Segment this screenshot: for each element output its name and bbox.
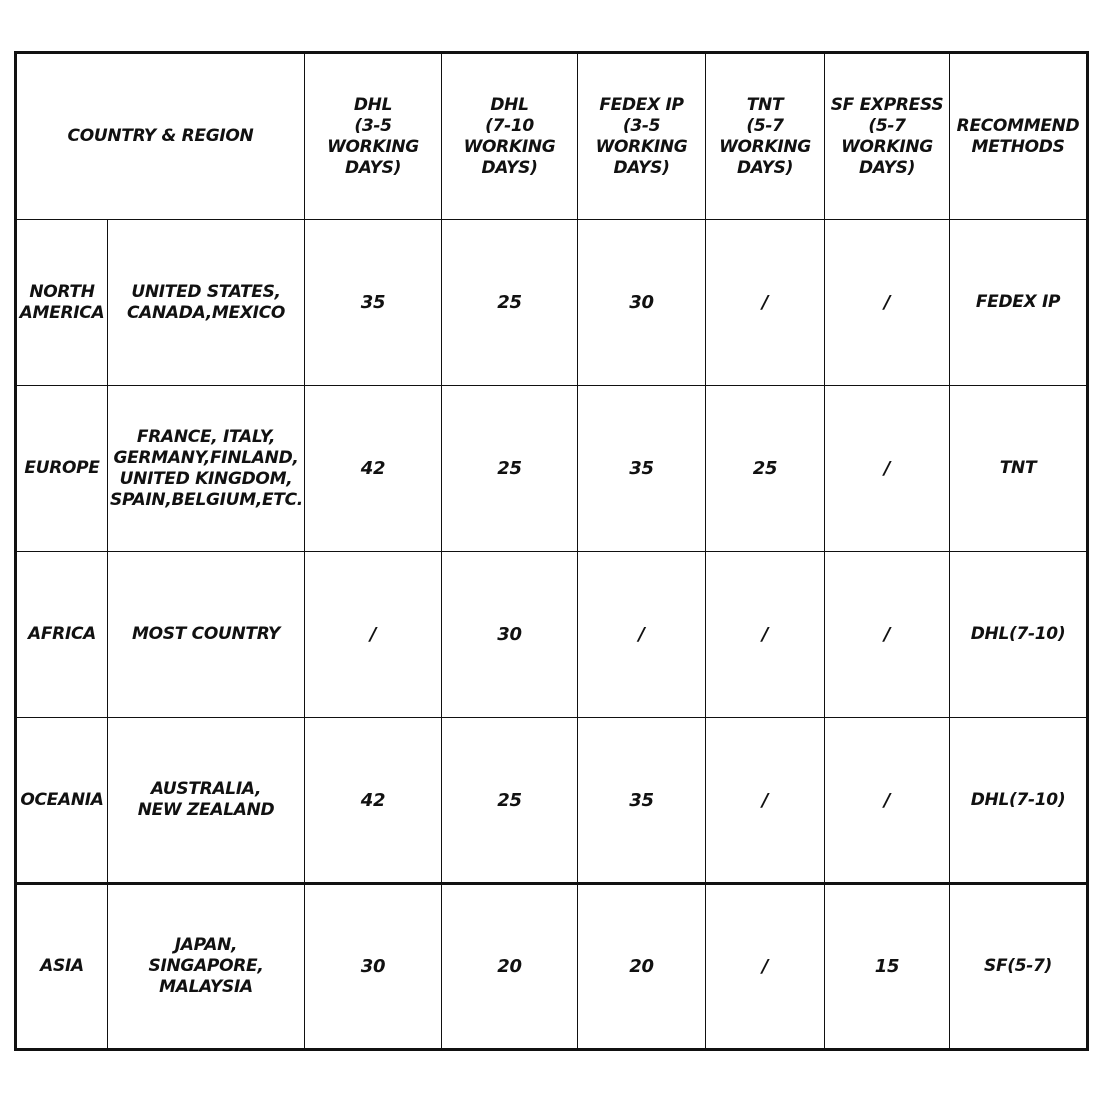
recommend-method: DHL(7-10): [950, 552, 1088, 718]
dhl-3-5-rate: 42: [305, 718, 442, 884]
fedex-ip-rate: 30: [578, 220, 706, 386]
dhl-7-10-rate: 25: [442, 386, 578, 552]
tnt-rate: 25: [706, 386, 825, 552]
fedex-ip-rate: 35: [578, 718, 706, 884]
sf-express-rate: /: [825, 552, 950, 718]
countries-cell: AUSTRALIA, NEW ZEALAND: [108, 718, 305, 884]
recommend-method: TNT: [950, 386, 1088, 552]
dhl-3-5-rate: 42: [305, 386, 442, 552]
region-cell: NORTH AMERICA: [16, 220, 108, 386]
recommend-method: SF(5-7): [950, 884, 1088, 1050]
header-sf-express: SF EXPRESS (5-7 WORKING DAYS): [825, 53, 950, 220]
recommend-method: DHL(7-10): [950, 718, 1088, 884]
table-header-row: [16, 53, 1088, 220]
header-country-region: COUNTRY & REGION: [16, 53, 305, 220]
sf-express-rate: /: [825, 718, 950, 884]
dhl-7-10-rate: 25: [442, 718, 578, 884]
tnt-rate: /: [706, 220, 825, 386]
table-row-africa: [16, 552, 1088, 718]
fedex-ip-rate: 35: [578, 386, 706, 552]
tnt-rate: /: [706, 718, 825, 884]
header-dhl-7-10: DHL (7-10 WORKING DAYS): [442, 53, 578, 220]
dhl-7-10-rate: 20: [442, 884, 578, 1050]
countries-cell: MOST COUNTRY: [108, 552, 305, 718]
sf-express-rate: 15: [825, 884, 950, 1050]
tnt-rate: /: [706, 552, 825, 718]
countries-cell: JAPAN, SINGAPORE, MALAYSIA: [108, 884, 305, 1050]
region-cell: AFRICA: [16, 552, 108, 718]
sf-express-rate: /: [825, 386, 950, 552]
header-dhl-3-5: DHL (3-5 WORKING DAYS): [305, 53, 442, 220]
tnt-rate: /: [706, 884, 825, 1050]
header-recommend-methods: RECOMMEND METHODS: [950, 53, 1088, 220]
table-row-asia: [16, 884, 1088, 1050]
dhl-3-5-rate: 35: [305, 220, 442, 386]
table-row-oceania: [16, 718, 1088, 884]
table-row-north-america: [16, 220, 1088, 386]
recommend-method: FEDEX IP: [950, 220, 1088, 386]
header-fedex-ip: FEDEX IP (3-5 WORKING DAYS): [578, 53, 706, 220]
region-cell: OCEANIA: [16, 718, 108, 884]
dhl-3-5-rate: /: [305, 552, 442, 718]
region-cell: EUROPE: [16, 386, 108, 552]
dhl-7-10-rate: 30: [442, 552, 578, 718]
fedex-ip-rate: 20: [578, 884, 706, 1050]
countries-cell: FRANCE, ITALY, GERMANY,FINLAND, UNITED KINGDOM, SPAIN,BELGIUM,ETC.: [108, 386, 305, 552]
dhl-7-10-rate: 25: [442, 220, 578, 386]
shipping-rate-table: [14, 51, 1089, 1051]
sf-express-rate: /: [825, 220, 950, 386]
countries-cell: UNITED STATES, CANADA,MEXICO: [108, 220, 305, 386]
dhl-3-5-rate: 30: [305, 884, 442, 1050]
region-cell: ASIA: [16, 884, 108, 1050]
table-row-europe: [16, 386, 1088, 552]
header-tnt: TNT (5-7 WORKING DAYS): [706, 53, 825, 220]
fedex-ip-rate: /: [578, 552, 706, 718]
